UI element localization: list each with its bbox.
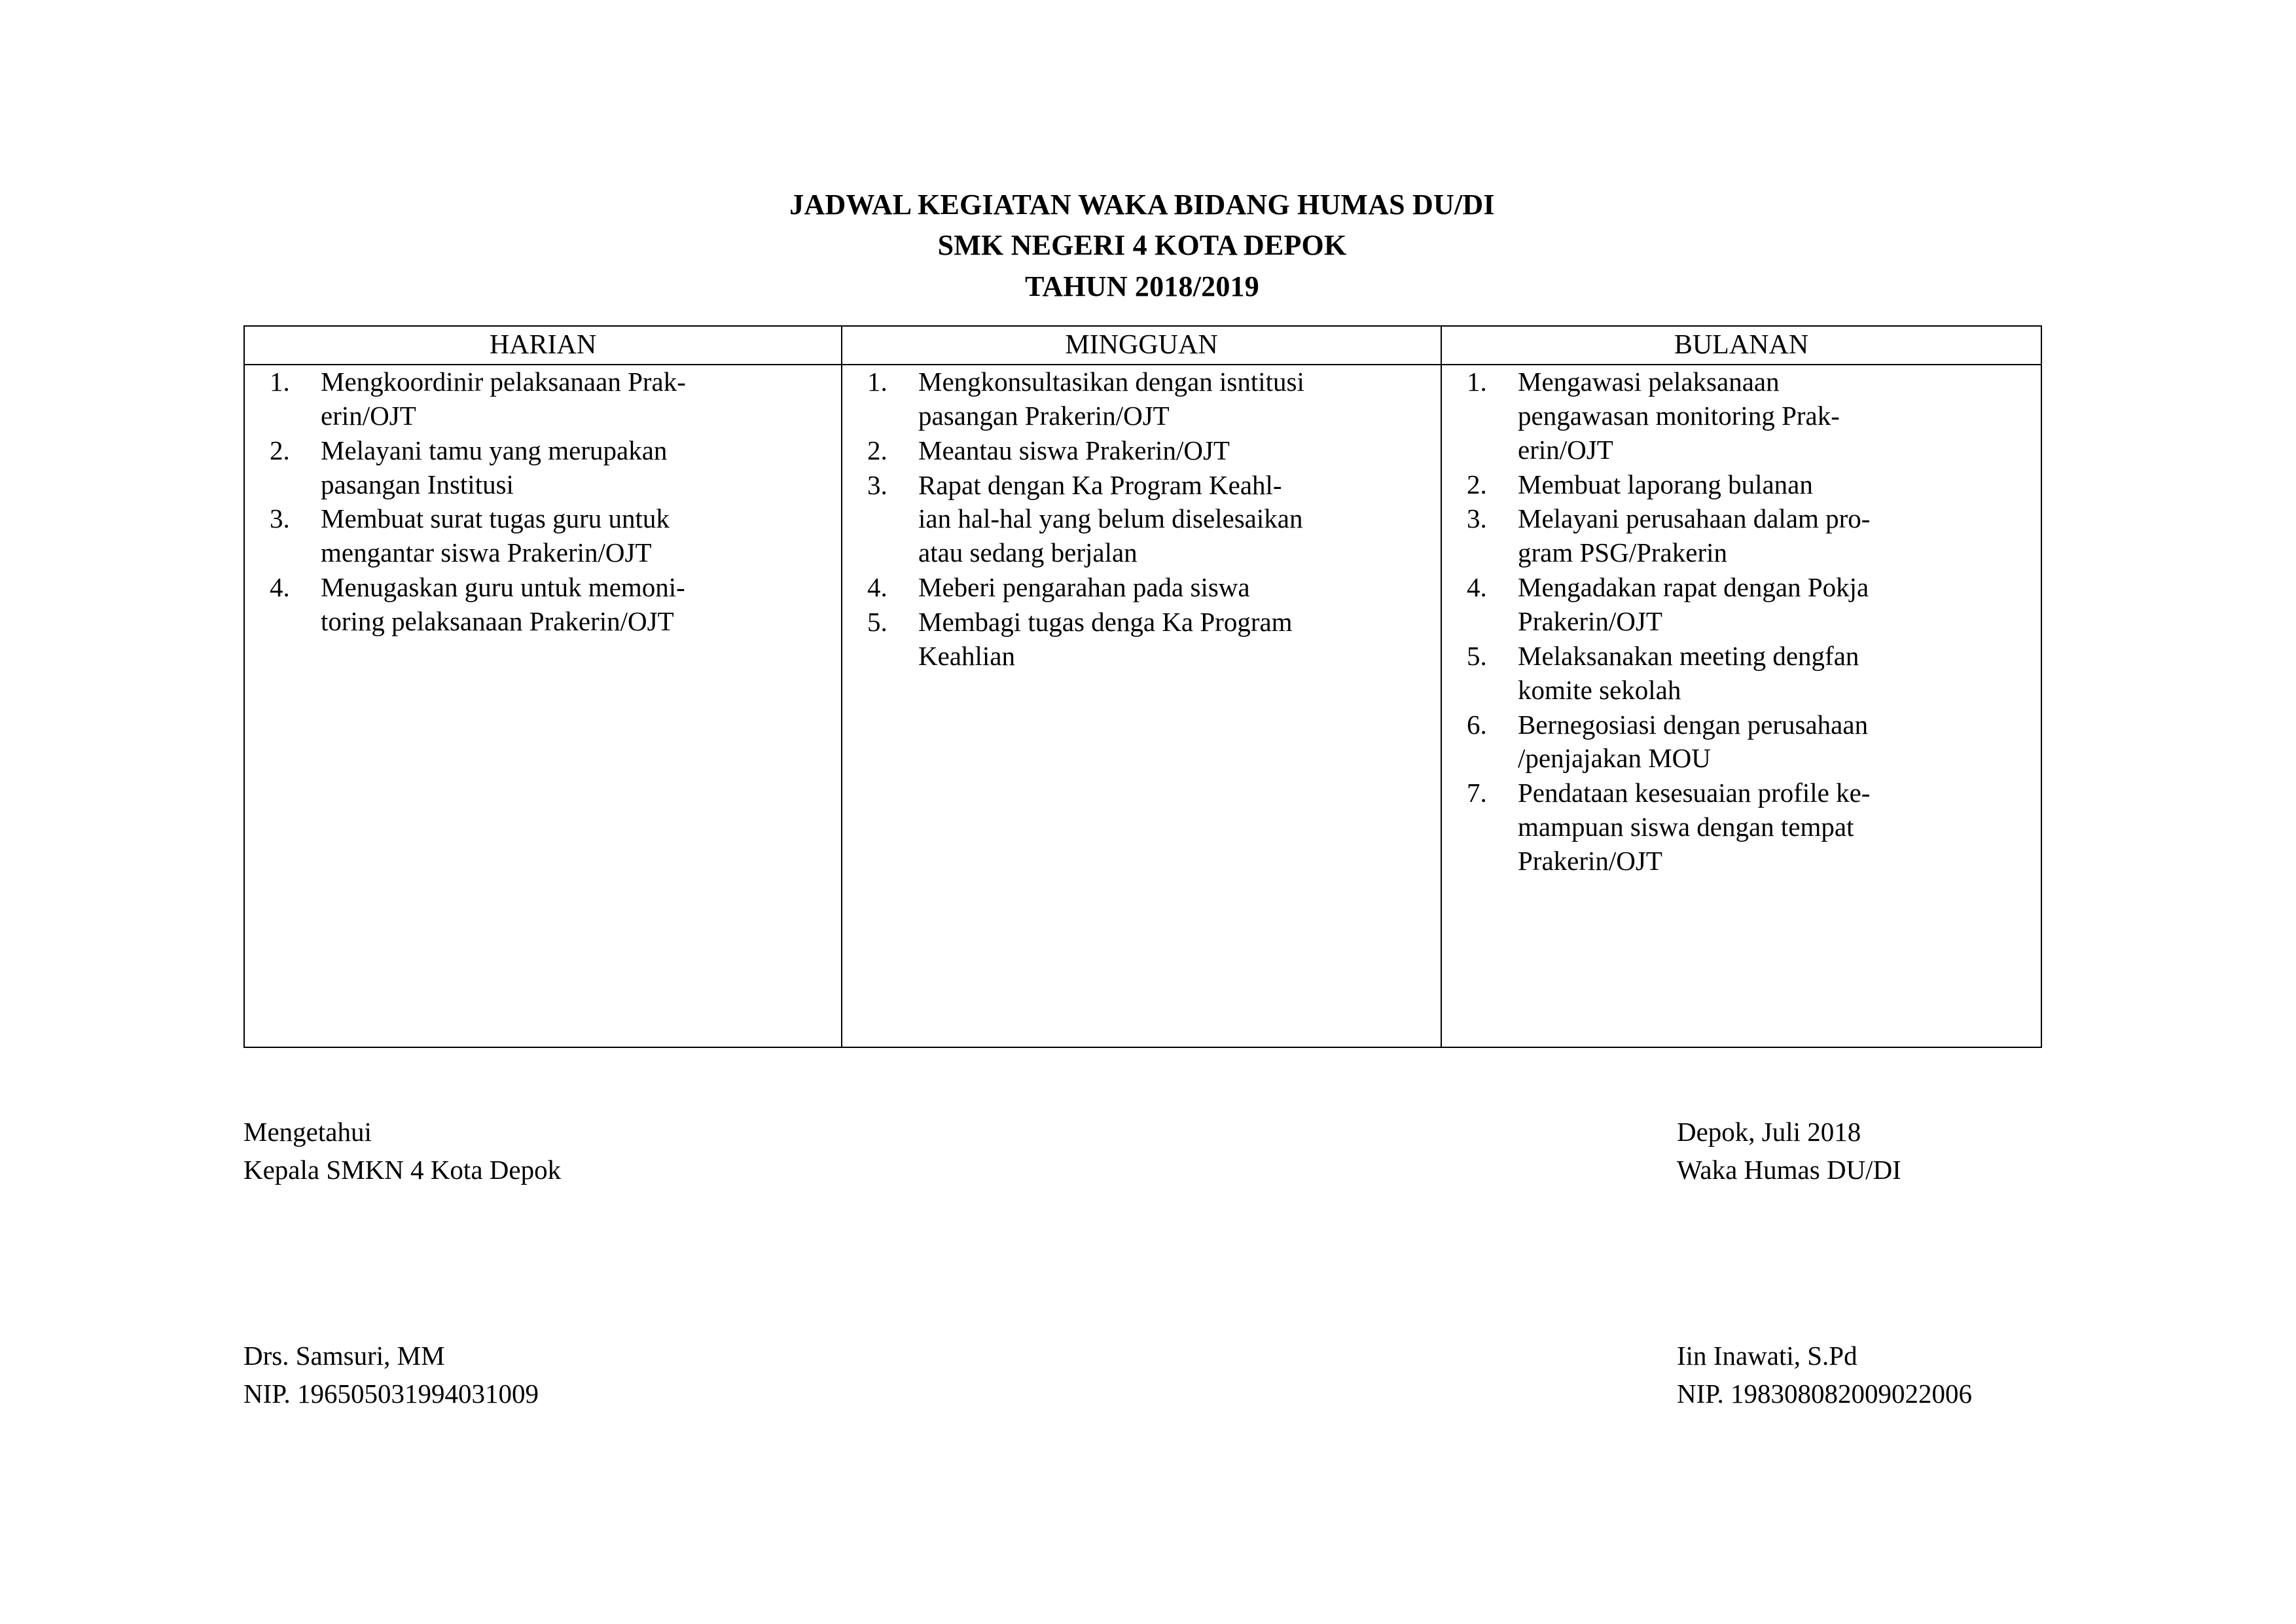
task-item (1442, 640, 2041, 708)
title-line-3: TAHUN 2018/2019 (1025, 270, 1259, 302)
task-item (1442, 708, 2041, 776)
task-item-text (1518, 502, 2041, 570)
column-header-harian: HARIAN (244, 326, 842, 365)
task-item-number: 1. (1467, 367, 1487, 397)
task-item-line: Prakerin/OJT (1518, 846, 1662, 876)
task-item-line: pasangan Institusi (321, 469, 514, 499)
task-item-number: 1. (867, 367, 888, 397)
task-item-line: mengantar siswa Prakerin/OJT (321, 537, 652, 568)
task-item-number: 1. (270, 367, 290, 397)
task-item (245, 365, 841, 433)
task-item-line: erin/OJT (321, 400, 416, 431)
task-item-line: Meantau siswa Prakerin/OJT (918, 435, 1230, 465)
task-item-line: Membuat laporang bulanan (1518, 469, 1813, 499)
task-item-number: 3. (270, 503, 290, 534)
task-item-line: komite sekolah (1518, 674, 1681, 705)
task-item-number: 4. (270, 572, 290, 603)
task-item-line: atau sedang berjalan (918, 537, 1138, 568)
task-item-number: 7. (1467, 778, 1487, 808)
task-item-number: 6. (1467, 709, 1487, 740)
table-body-row (244, 365, 2041, 1047)
task-item-line: Pendataan kesesuaian profile ke- (1518, 778, 1871, 808)
schedule-table (243, 325, 2042, 1048)
task-item-text (1518, 640, 2041, 708)
task-item-text (321, 571, 841, 639)
task-item (1442, 776, 2041, 878)
signature-left-line1: Mengetahui (243, 1117, 372, 1147)
task-item-line: Mengkonsultasikan dengan isntitusi (918, 367, 1304, 397)
title-line-1: JADWAL KEGIATAN WAKA BIDANG HUMAS DU/DI (789, 189, 1495, 221)
signature-left-heading (243, 1113, 561, 1189)
task-item-line: Membagi tugas denga Ka Program (918, 607, 1293, 638)
task-item-number: 4. (1467, 572, 1487, 603)
task-item (245, 571, 841, 639)
task-item-number: 2. (270, 435, 290, 465)
task-item-number: 5. (1467, 640, 1487, 671)
cell-mingguan (842, 365, 1441, 1047)
task-item (842, 434, 1441, 468)
task-item (1442, 502, 2041, 570)
task-item (842, 571, 1441, 605)
task-item-line: mampuan siswa dengan tempat (1518, 812, 1854, 842)
task-item-line: Keahlian (918, 640, 1015, 671)
task-item-text (1518, 571, 2041, 639)
task-item-line: /penjajakan MOU (1518, 743, 1711, 774)
task-item-number: 4. (867, 572, 888, 603)
task-item-number: 5. (867, 607, 888, 638)
task-item-text (918, 365, 1441, 433)
task-item (842, 605, 1441, 674)
task-item-line: Menugaskan guru untuk memoni- (321, 572, 685, 603)
task-item-text (321, 502, 841, 570)
task-item-line: Prakerin/OJT (1518, 606, 1662, 637)
task-item-line: Mengadakan rapat dengan Pokja (1518, 572, 1869, 603)
task-item-line: pasangan Prakerin/OJT (918, 400, 1170, 431)
task-item (842, 365, 1441, 433)
task-item-text (1518, 776, 2041, 878)
signature-right-line1: Depok, Juli 2018 (1677, 1117, 1861, 1147)
task-item-text (1518, 365, 2041, 467)
signatory-left-name: Drs. Samsuri, MM (243, 1341, 445, 1371)
task-item-line: Melayani tamu yang merupakan (321, 435, 668, 465)
task-item-number: 3. (1467, 503, 1487, 534)
task-item-text (918, 469, 1441, 571)
cell-bulanan (1441, 365, 2041, 1047)
task-item-line: Membuat surat tugas guru untuk (321, 503, 670, 534)
signature-left-line2: Kepala SMKN 4 Kota Depok (243, 1155, 562, 1185)
task-item (245, 502, 841, 570)
task-list-harian (245, 365, 841, 639)
task-item-line: Bernegosiasi dengan perusahaan (1518, 709, 1869, 740)
signatory-left-nip: NIP. 196505031994031009 (243, 1379, 539, 1409)
task-item-text (321, 365, 841, 433)
task-item-line: gram PSG/Prakerin (1518, 537, 1727, 568)
task-item-line: pengawasan monitoring Prak- (1518, 400, 1840, 431)
task-item-text (1518, 468, 2041, 502)
signature-right-name-block (1677, 1337, 1972, 1413)
task-item (1442, 365, 2041, 467)
signature-right-line2: Waka Humas DU/DI (1677, 1155, 1901, 1185)
task-item (1442, 468, 2041, 502)
task-item-line: erin/OJT (1518, 434, 1613, 465)
task-item-number: 2. (1467, 469, 1487, 499)
task-item-number: 3. (867, 469, 888, 500)
cell-harian (244, 365, 842, 1047)
document-title (243, 185, 2041, 307)
signatory-right-name: Iin Inawati, S.Pd (1677, 1341, 1857, 1371)
task-item-line: Mengawasi pelaksanaan (1518, 367, 1780, 397)
task-item-line: Rapat dengan Ka Program Keahl- (918, 469, 1282, 500)
title-line-2: SMK NEGERI 4 KOTA DEPOK (937, 229, 1347, 262)
task-item-line: Melaksanakan meeting dengfan (1518, 640, 1859, 671)
signature-right-heading (1677, 1113, 1901, 1189)
task-item-line: toring pelaksanaan Prakerin/OJT (321, 606, 674, 637)
task-item-text (321, 434, 841, 502)
task-item-text (918, 605, 1441, 674)
task-item-text (918, 434, 1441, 468)
task-item-line: Meberi pengarahan pada siswa (918, 572, 1250, 603)
signature-left-name-block (243, 1337, 539, 1413)
task-item (842, 469, 1441, 571)
table-header-row (244, 326, 2041, 365)
column-header-mingguan: MINGGUAN (842, 326, 1441, 365)
task-item (245, 434, 841, 502)
task-item-number: 2. (867, 435, 888, 465)
task-item (1442, 571, 2041, 639)
task-item-text (918, 571, 1441, 605)
task-list-mingguan (842, 365, 1441, 674)
task-item-line: Mengkoordinir pelaksanaan Prak- (321, 367, 686, 397)
task-item-line: ian hal-hal yang belum diselesaikan (918, 503, 1303, 534)
task-list-bulanan (1442, 365, 2041, 878)
task-item-line: Melayani perusahaan dalam pro- (1518, 503, 1871, 534)
signatory-right-nip: NIP. 198308082009022006 (1677, 1379, 1973, 1409)
task-item-text (1518, 708, 2041, 776)
column-header-bulanan: BULANAN (1441, 326, 2041, 365)
